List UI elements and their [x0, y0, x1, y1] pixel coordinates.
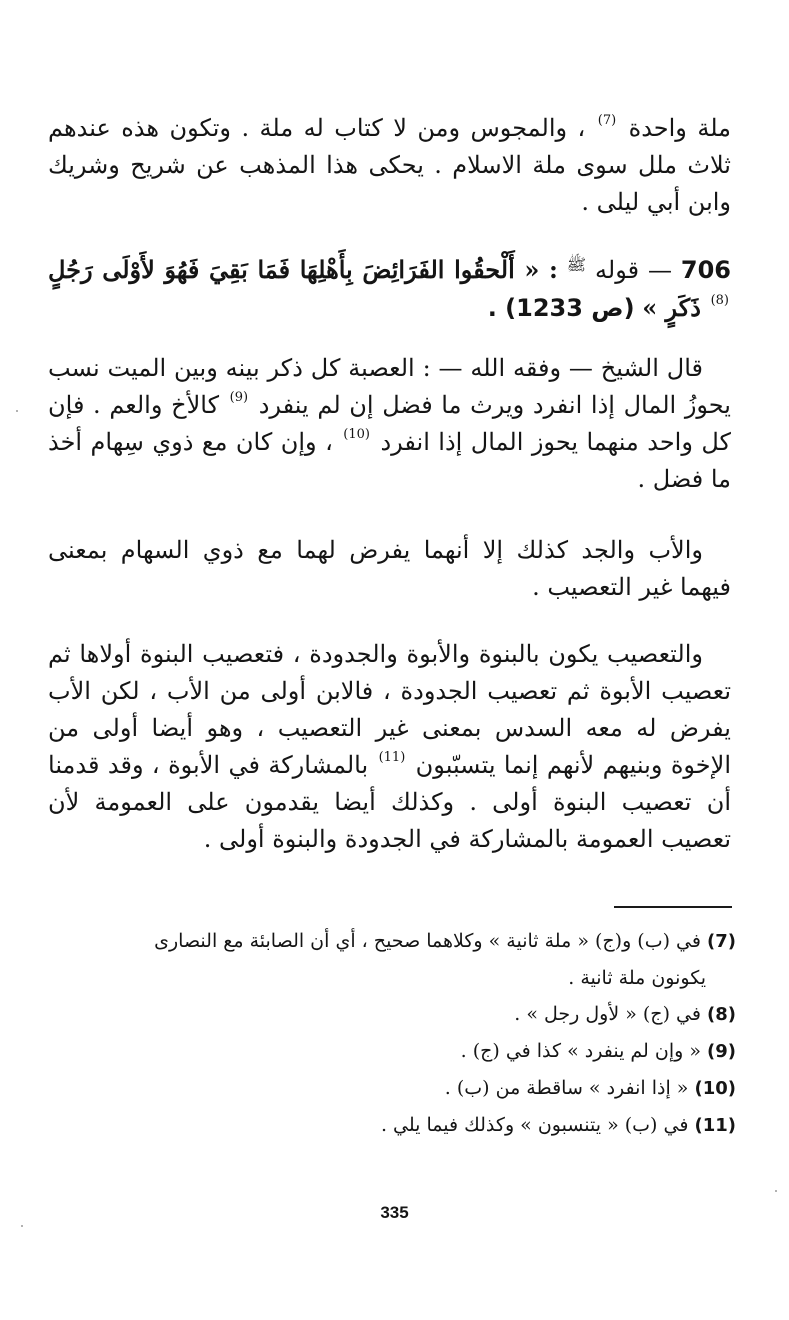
footnote-number: (9)	[707, 1041, 736, 1062]
paragraph-1	[48, 110, 731, 221]
hadith-number: 706	[680, 256, 731, 284]
footnote-7	[48, 923, 736, 960]
scan-speck	[775, 1190, 777, 1192]
footnote-text: « إذا انفرد » ساقطة من (ب) .	[444, 1077, 689, 1099]
footnote-11	[48, 1107, 736, 1144]
hadith-quote-b: ذَكَرٍ »	[642, 293, 701, 322]
paragraph-3	[48, 350, 731, 498]
paragraph-1-text	[48, 110, 731, 221]
footnote-ref-9: (9)	[229, 390, 249, 406]
footnote-number: (11)	[694, 1115, 736, 1136]
paragraph-1-text-a: ملة واحدة	[628, 114, 731, 142]
footnote-separator	[614, 906, 732, 908]
footnote-ref-10: (10)	[343, 427, 370, 443]
hadith-page-ref: (ص 1233) .	[487, 294, 635, 322]
footnotes	[48, 923, 736, 1144]
paragraph-5-text-b: بالمشاركة في الأبوة ، وقد قدمنا أن تعصيب البنوة أولى . وكذلك أيضا يقدمون على العمومة لأن تعصيب العمومة بالمشاركة في الجدودة والبنوة أولى .	[48, 751, 731, 853]
scan-speck	[21, 1225, 23, 1227]
paragraph-4	[48, 532, 731, 606]
footnote-number: (7)	[707, 931, 736, 952]
hadith-quote-a: : « أَلْحقُوا الفَرَائِضَ بِأَهْلِهَا فَمَا بَقِيَ فَهُوَ لأَوْلَى رَجُلٍ	[48, 255, 558, 284]
footnote-text: في (ب) « يتنسبون » وكذلك فيما يلي .	[380, 1114, 689, 1136]
paragraph-3-text	[48, 350, 731, 498]
paragraph-5	[48, 636, 731, 858]
footnote-text: في (ب) و(ج) « ملة ثانية » وكلاهما صحيح ، أي أن الصابئة مع النصارى	[154, 930, 701, 952]
paragraph-3-text-a: قال الشيخ — وفقه الله — : العصبة كل ذكر بينه وبين الميت نسب يحوزُ المال إذا انفرد ويرث ما فضل إن لم ينفرد	[48, 354, 731, 419]
scan-speck	[16, 410, 18, 412]
footnote-ref-11: (11)	[378, 750, 406, 766]
paragraph-3-text-b: كالأخ والعم . فإن كل واحد منهما يحوز المال إذا انفرد	[48, 391, 731, 456]
footnote-number: (10)	[694, 1078, 736, 1099]
footnote-text: في (ج) « لأول رجل » .	[514, 1003, 701, 1025]
paragraph-1-text-b: ، والمجوس ومن لا كتاب له ملة . وتكون هذه عندهم ثلاث ملل سوى ملة الاسلام . يحكى هذا المذهب عن شريح وشريك وابن أبي ليلى .	[48, 114, 731, 216]
footnote-ref-8: (8)	[710, 293, 729, 309]
page-number: 335	[380, 1203, 409, 1222]
footnote-ref-7: (7)	[597, 113, 617, 129]
paragraph-5-text	[48, 636, 731, 858]
footnote-9	[48, 1033, 736, 1070]
hadith-intro: — قوله	[595, 256, 672, 284]
salla-glyph: ﷺ	[566, 255, 587, 274]
paragraph-5-text-a: والتعصيب يكون بالبنوة والأبوة والجدودة ، فتعصيب البنوة أولاها ثم تعصيب الأبوة ثم تعصيب الجدودة ، فالابن أولى من الأب ، لكن الأب يفرض له معه السدس بمعنى غير التعصيب ، وهو أيضا أولى من الإخوة وبنيهم لأنهم إنما يتسبّبون	[48, 640, 731, 779]
footnote-8	[48, 996, 736, 1033]
footnote-number: (8)	[707, 1004, 736, 1025]
footnote-text: « وإن لم ينفرد » كذا في (ج) .	[460, 1040, 701, 1062]
paragraph-4-text: والأب والجد كذلك إلا أنهما يفرض لهما مع ذوي السهام بمعنى فيهما غير التعصيب .	[48, 536, 731, 601]
footnote-10	[48, 1070, 736, 1107]
paragraph-3-text-c: ، وإن كان مع ذوي سِهام أخذ ما فضل .	[48, 428, 731, 493]
hadith-text	[48, 246, 731, 327]
footnote-7-continuation: يكونون ملة ثانية .	[568, 967, 706, 989]
hadith-paragraph	[48, 246, 731, 327]
